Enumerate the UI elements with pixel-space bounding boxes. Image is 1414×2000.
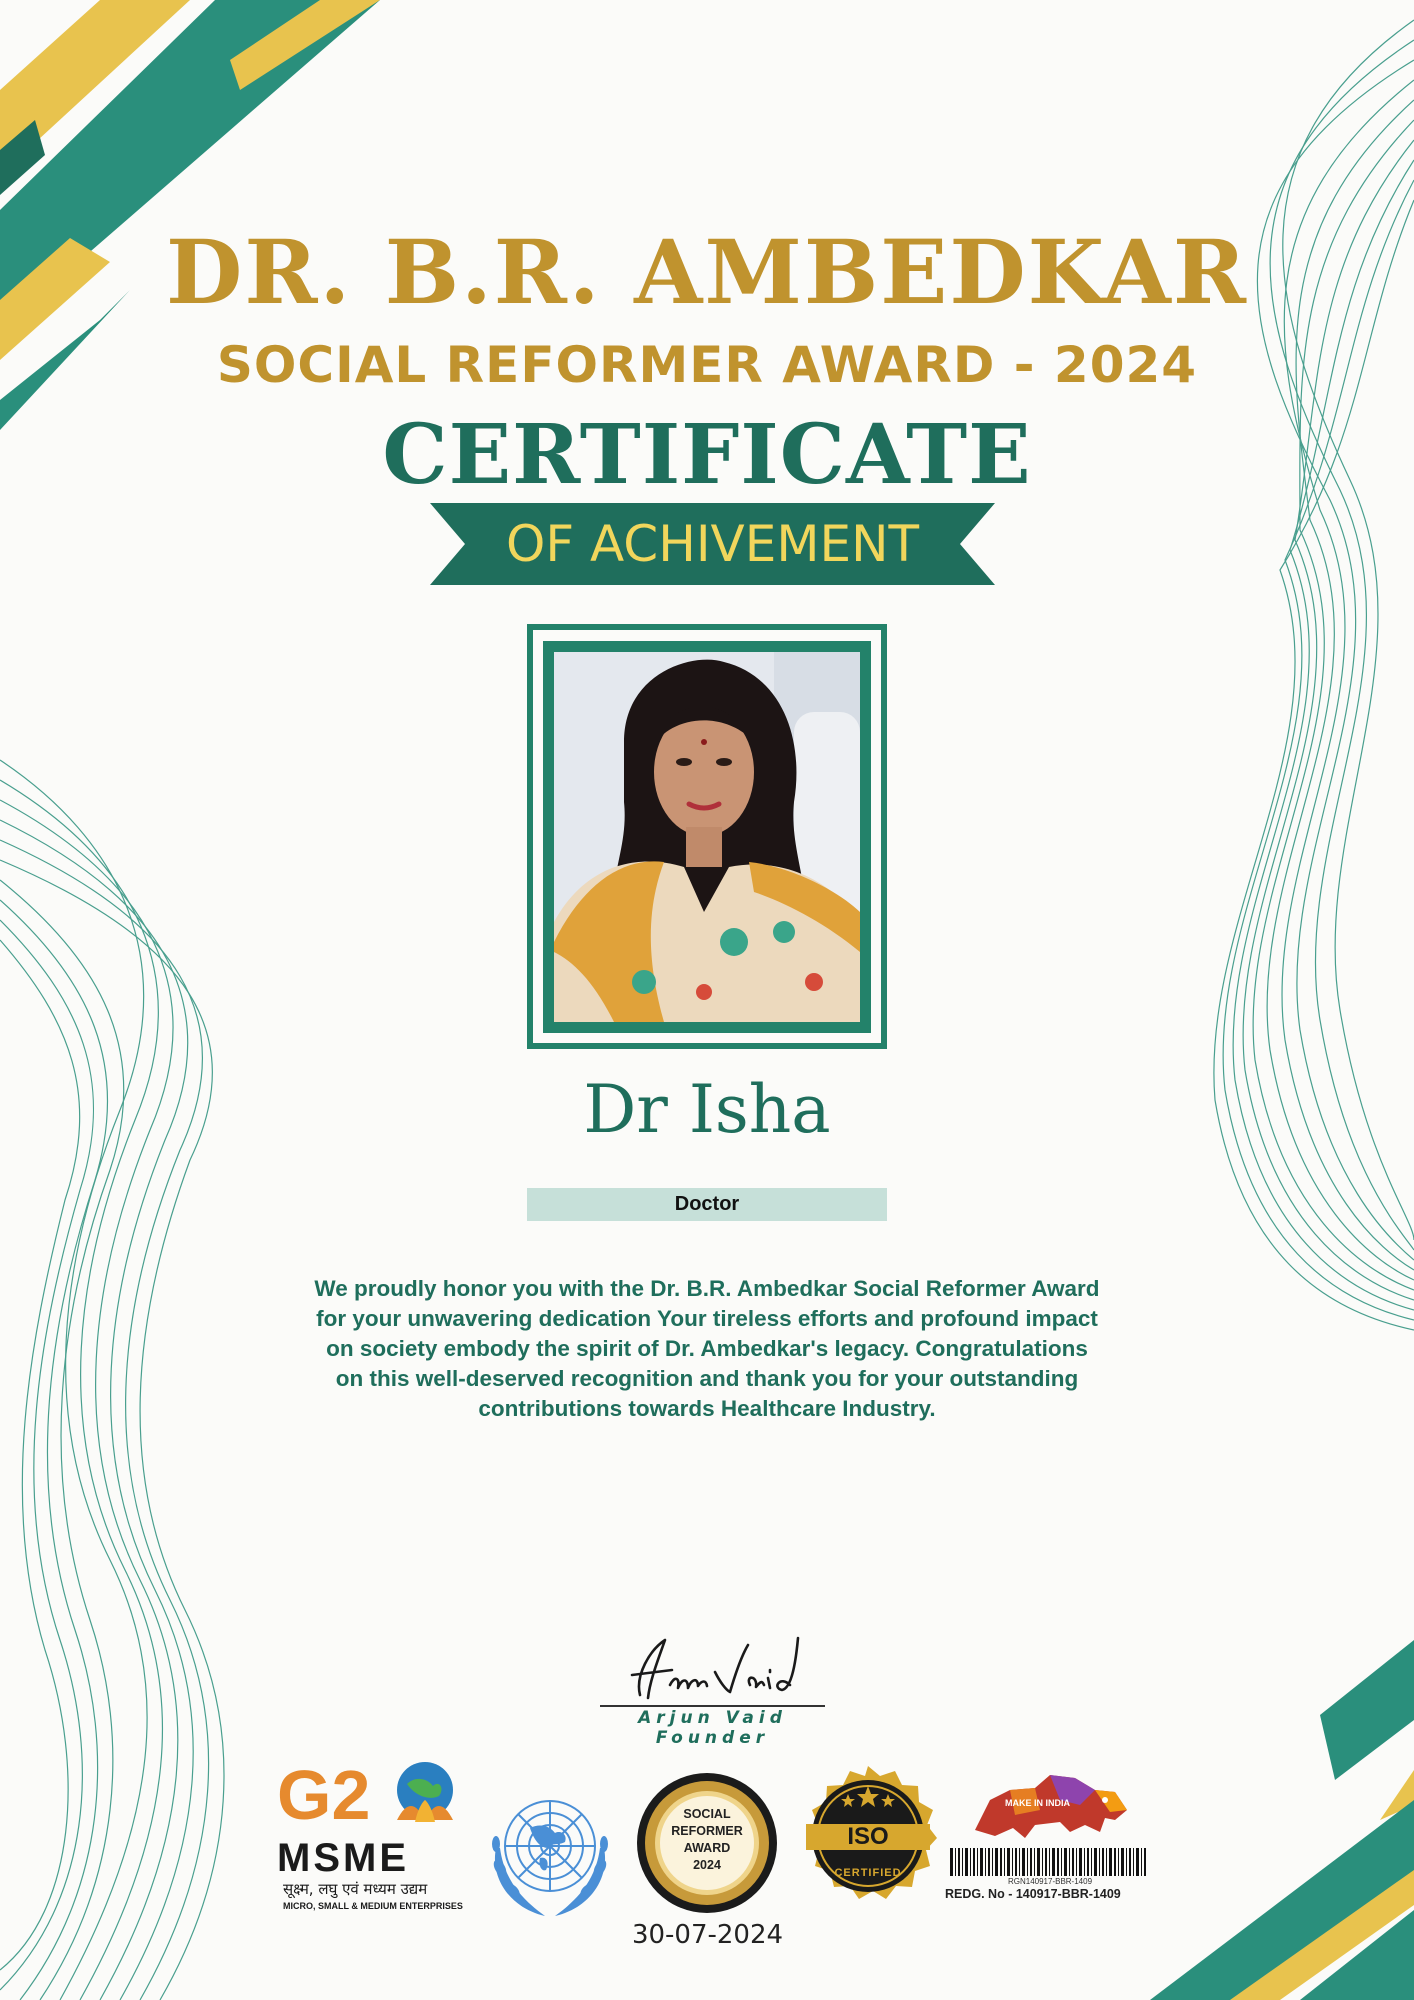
message-line: on society embody the spirit of Dr. Ambedkar's legacy. Congratulations <box>326 1336 1088 1361</box>
award-message <box>190 1274 1224 1424</box>
msme-subtitle: MICRO, SMALL & MEDIUM ENTERPRISES <box>283 1901 463 1911</box>
signature-line <box>600 1705 825 1707</box>
g20-msme-logo <box>275 1756 465 1911</box>
badge-line: REFORMER <box>671 1824 743 1838</box>
signatory-name: Arjun Vaid <box>638 1708 787 1728</box>
award-badge-text <box>636 1806 778 1874</box>
recipient-name: Dr Isha <box>583 1071 831 1148</box>
award-title: DR. B.R. AMBEDKAR <box>166 220 1248 324</box>
make-in-india-logo <box>945 1770 1160 1900</box>
badge-line: SOCIAL <box>683 1807 731 1821</box>
badge-line: AWARD <box>683 1841 731 1855</box>
message-line: We proudly honor you with the Dr. B.R. Ambedkar Social Reformer Award <box>314 1276 1100 1301</box>
un-emblem-icon <box>470 1768 630 1928</box>
message-line: on this well-deserved recognition and thank you for your outstanding <box>335 1366 1079 1391</box>
iso-text: ISO <box>847 1823 889 1850</box>
badge-line: 2024 <box>693 1858 721 1872</box>
signatory-title: Founder <box>655 1728 770 1748</box>
award-subtitle: SOCIAL REFORMER AWARD - 2024 <box>216 336 1198 394</box>
make-in-india-text: MAKE IN INDIA <box>1005 1798 1070 1808</box>
iso-certified-badge <box>788 1764 948 1924</box>
lotus-globe-icon <box>387 1760 463 1832</box>
iso-certified-text: CERTIFIED <box>834 1867 902 1879</box>
msme-hindi-text: सूक्ष्म, लघु एवं मध्यम उद्यम <box>283 1880 428 1898</box>
ribbon-text: OF ACHIVEMENT <box>505 515 920 573</box>
recipient-photo <box>543 641 871 1033</box>
g20-text: G2 <box>277 1756 371 1834</box>
barcode-icon <box>950 1848 1150 1876</box>
handwritten-signature <box>610 1630 810 1705</box>
certificate-heading: CERTIFICATE <box>382 407 1032 503</box>
message-line: contributions towards Healthcare Industry. <box>478 1396 936 1421</box>
social-reformer-award-badge <box>636 1772 778 1914</box>
portrait-illustration <box>554 652 860 1022</box>
registration-number: REDG. No - 140917-BBR-1409 <box>945 1887 1121 1901</box>
barcode-number: RGN140917-BBR-1409 <box>1007 1877 1093 1886</box>
message-line: for your unwavering dedication Your tireless efforts and profound impact <box>316 1306 1098 1331</box>
recipient-role: Doctor <box>527 1188 887 1221</box>
msme-text: MSME <box>277 1836 409 1880</box>
issue-date: 30-07-2024 <box>631 1920 784 1950</box>
